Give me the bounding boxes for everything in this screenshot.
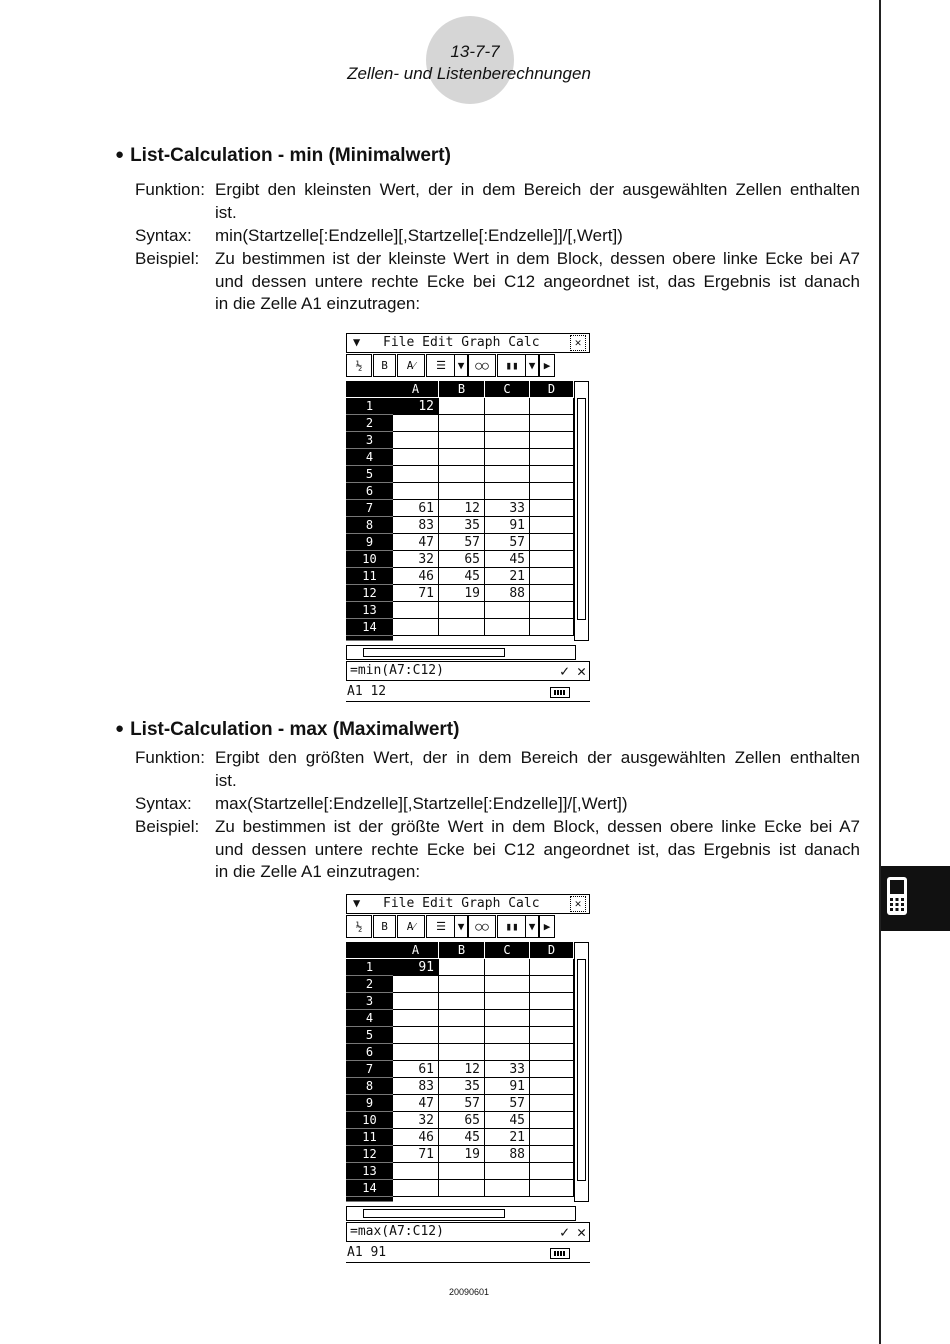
bold-button-icon[interactable]: B — [373, 354, 396, 377]
table-cell[interactable] — [439, 959, 485, 976]
scroll-thumb[interactable] — [577, 398, 586, 620]
column-header[interactable]: D — [530, 381, 573, 397]
graph-type-icon[interactable]: ▮▮ — [497, 354, 527, 377]
row-header[interactable]: 13 — [346, 602, 393, 619]
scroll-thumb[interactable] — [363, 648, 505, 657]
calculator-screen-max — [346, 894, 590, 1266]
formula-bar[interactable] — [346, 1222, 590, 1242]
chapter-tab — [881, 866, 950, 931]
column-header[interactable]: B — [439, 942, 484, 958]
text-style-icon[interactable]: A⁄ — [397, 354, 425, 377]
table-cell[interactable] — [530, 619, 574, 636]
table-cell[interactable] — [530, 1078, 574, 1095]
table-cell[interactable] — [530, 432, 574, 449]
table-cell[interactable] — [530, 398, 574, 415]
horizontal-scrollbar[interactable] — [346, 645, 576, 660]
battery-icon — [550, 687, 570, 698]
table-cell[interactable]: 88 — [485, 1146, 530, 1163]
table-cell[interactable] — [393, 1180, 439, 1197]
table-cell[interactable]: 33 — [485, 1061, 530, 1078]
table-cell[interactable] — [439, 993, 485, 1010]
horizontal-scrollbar[interactable] — [346, 1206, 576, 1221]
row-header[interactable]: 9 — [346, 1095, 393, 1112]
text-style-icon[interactable]: A⁄ — [397, 915, 425, 938]
dropdown-arrow-icon[interactable]: ▼ — [525, 915, 539, 938]
table-cell[interactable] — [393, 415, 439, 432]
row-header[interactable]: 13 — [346, 1163, 393, 1180]
table-cell[interactable] — [530, 466, 574, 483]
status-bar — [346, 1244, 590, 1263]
corner-header[interactable] — [346, 942, 393, 958]
table-cell[interactable] — [393, 483, 439, 500]
table-cell[interactable]: 57 — [439, 534, 485, 551]
table-cell[interactable] — [485, 993, 530, 1010]
menu-items[interactable]: File Edit Graph Calc — [383, 896, 540, 911]
table-cell[interactable] — [530, 568, 574, 585]
table-cell[interactable] — [530, 1146, 574, 1163]
formula-bar[interactable] — [346, 661, 590, 681]
page-edge-rule — [879, 0, 881, 1344]
table-cell[interactable] — [530, 585, 574, 602]
table-cell[interactable] — [530, 1180, 574, 1197]
bold-button-icon[interactable]: B — [373, 915, 396, 938]
formula-text[interactable]: =max(A7:C12) — [350, 1224, 444, 1239]
table-cell[interactable] — [439, 432, 485, 449]
table-cell[interactable] — [485, 959, 530, 976]
row-header-partial[interactable] — [346, 636, 393, 641]
example-text: Zu bestimmen ist der kleinste Wert in dem Block, dessen obere linke Ecke bei A7 und dessen untere rechte Ecke bei C12 angeordnet ist, das Ergebnis ist danach in die Zelle A1 einzutragen: — [215, 249, 860, 314]
table-cell[interactable] — [393, 1027, 439, 1044]
table-cell[interactable] — [439, 1044, 485, 1061]
row-header[interactable]: 14 — [346, 1180, 393, 1197]
toolbar-next-icon[interactable]: ▶ — [539, 915, 555, 938]
table-cell[interactable]: 57 — [485, 1095, 530, 1112]
table-cell[interactable] — [485, 619, 530, 636]
table-cell[interactable] — [485, 1010, 530, 1027]
table-cell[interactable] — [393, 1163, 439, 1180]
syntax-text: max(Startzelle[:Endzelle][,Startzelle[:Endzelle]]/[,Wert]) — [215, 794, 628, 813]
status-text: A1 91 — [347, 1245, 387, 1260]
table-cell[interactable] — [439, 1010, 485, 1027]
function-text: Ergibt den kleinsten Wert, der in dem Bereich der ausgewählten Zellen enthalten ist. — [215, 180, 860, 222]
row-header[interactable]: 7 — [346, 1061, 393, 1078]
table-cell[interactable] — [485, 1027, 530, 1044]
cancel-icon[interactable]: ✕ — [576, 662, 586, 680]
table-cell[interactable] — [439, 602, 485, 619]
table-cell[interactable]: 47 — [393, 1095, 439, 1112]
table-cell[interactable]: 45 — [439, 1129, 485, 1146]
column-header[interactable]: A — [393, 942, 438, 958]
vertical-scrollbar[interactable] — [574, 381, 589, 641]
table-cell[interactable] — [393, 432, 439, 449]
battery-icon — [550, 1248, 570, 1259]
row-header[interactable]: 2 — [346, 415, 393, 432]
menu-arrow-icon[interactable]: ▼ — [353, 335, 361, 349]
graph-type-icon[interactable]: ▮▮ — [497, 915, 527, 938]
row-header[interactable]: 14 — [346, 619, 393, 636]
table-cell[interactable]: 12 — [439, 1061, 485, 1078]
table-cell[interactable] — [439, 398, 485, 415]
table-cell[interactable] — [530, 1061, 574, 1078]
calculator-screen-min — [346, 333, 590, 705]
row-header[interactable]: 6 — [346, 483, 393, 500]
table-cell[interactable]: 91 — [485, 517, 530, 534]
toolbar — [346, 354, 590, 377]
table-cell[interactable] — [393, 1044, 439, 1061]
table-cell[interactable]: 33 — [485, 500, 530, 517]
table-cell[interactable]: 47 — [393, 534, 439, 551]
dropdown-arrow-icon[interactable]: ▼ — [525, 354, 539, 377]
align-icon[interactable]: ☰ — [426, 354, 456, 377]
table-cell[interactable] — [439, 1180, 485, 1197]
table-cell[interactable] — [530, 1129, 574, 1146]
checkmark-icon[interactable]: ✓ — [559, 1223, 569, 1241]
table-cell[interactable] — [439, 483, 485, 500]
page-number: 13-7-7 — [450, 42, 500, 61]
row-header[interactable]: 11 — [346, 568, 393, 585]
table-cell[interactable]: 61 — [393, 500, 439, 517]
syntax-label: Syntax: — [135, 794, 192, 813]
view-icon[interactable]: ◯◯ — [468, 915, 496, 938]
table-cell[interactable] — [485, 602, 530, 619]
fraction-toggle-icon[interactable]: ½ — [346, 915, 372, 938]
table-cell[interactable]: 91 — [485, 1078, 530, 1095]
table-cell[interactable] — [485, 1163, 530, 1180]
table-cell[interactable] — [530, 1163, 574, 1180]
table-cell[interactable] — [393, 976, 439, 993]
row-header[interactable]: 4 — [346, 1010, 393, 1027]
fraction-toggle-icon[interactable]: ½ — [346, 354, 372, 377]
row-header[interactable]: 5 — [346, 1027, 393, 1044]
row-header[interactable]: 11 — [346, 1129, 393, 1146]
column-header[interactable]: C — [485, 942, 529, 958]
table-cell[interactable]: 19 — [439, 585, 485, 602]
table-cell[interactable] — [393, 466, 439, 483]
checkmark-icon[interactable]: ✓ — [559, 662, 569, 680]
table-cell[interactable] — [439, 619, 485, 636]
table-cell[interactable] — [439, 1027, 485, 1044]
row-header[interactable]: 9 — [346, 534, 393, 551]
menu-bar — [346, 894, 590, 914]
close-icon[interactable]: ✕ — [570, 896, 586, 912]
close-icon[interactable]: ✕ — [570, 335, 586, 351]
example-label: Beispiel: — [135, 817, 200, 836]
row-header[interactable]: 7 — [346, 500, 393, 517]
row-header[interactable]: 10 — [346, 551, 393, 568]
table-cell[interactable] — [530, 602, 574, 619]
row-header[interactable]: 8 — [346, 1078, 393, 1095]
table-cell[interactable]: 65 — [439, 551, 485, 568]
view-icon[interactable]: ◯◯ — [468, 354, 496, 377]
function-label: Funktion: — [135, 748, 205, 767]
table-cell[interactable] — [530, 534, 574, 551]
table-cell[interactable] — [530, 483, 574, 500]
formula-text[interactable]: =min(A7:C12) — [350, 663, 444, 678]
footer-code: 20090601 — [448, 1287, 490, 1297]
table-cell[interactable]: 45 — [485, 1112, 530, 1129]
row-header[interactable]: 10 — [346, 1112, 393, 1129]
column-header[interactable]: A — [393, 381, 438, 397]
column-header[interactable]: C — [485, 381, 529, 397]
row-header[interactable]: 3 — [346, 993, 393, 1010]
status-bar — [346, 683, 590, 702]
row-header[interactable]: 8 — [346, 517, 393, 534]
toolbar-next-icon[interactable]: ▶ — [539, 354, 555, 377]
table-cell[interactable] — [485, 466, 530, 483]
table-cell[interactable] — [485, 398, 530, 415]
syntax-label: Syntax: — [135, 226, 192, 245]
table-cell[interactable] — [393, 602, 439, 619]
dropdown-arrow-icon[interactable]: ▼ — [454, 354, 468, 377]
table-cell[interactable] — [393, 619, 439, 636]
table-cell[interactable]: 83 — [393, 1078, 439, 1095]
table-cell[interactable] — [485, 1044, 530, 1061]
table-cell[interactable]: 35 — [439, 517, 485, 534]
table-cell[interactable] — [393, 993, 439, 1010]
function-text: Ergibt den größten Wert, der in dem Bereich der ausgewählten Zellen enthalten ist. — [215, 748, 860, 790]
table-cell[interactable] — [530, 449, 574, 466]
table-cell[interactable] — [530, 1095, 574, 1112]
table-cell[interactable] — [485, 1180, 530, 1197]
vertical-scrollbar[interactable] — [574, 942, 589, 1202]
table-cell[interactable] — [393, 449, 439, 466]
table-cell[interactable] — [393, 1010, 439, 1027]
syntax-text: min(Startzelle[:Endzelle][,Startzelle[:Endzelle]]/[,Wert]) — [215, 226, 623, 245]
table-cell[interactable] — [530, 517, 574, 534]
table-cell[interactable] — [530, 993, 574, 1010]
status-text: A1 12 — [347, 684, 387, 699]
toolbar — [346, 915, 590, 938]
column-header[interactable]: D — [530, 942, 573, 958]
chapter-title: Zellen- und Listenberechnungen — [347, 64, 591, 83]
table-cell[interactable] — [485, 483, 530, 500]
example-label: Beispiel: — [135, 249, 200, 268]
row-header[interactable]: 4 — [346, 449, 393, 466]
section-heading-min: ● List-Calculation - min (Minimalwert) — [115, 145, 451, 166]
table-cell[interactable] — [485, 415, 530, 432]
table-cell[interactable] — [530, 1112, 574, 1129]
table-cell[interactable]: 21 — [485, 568, 530, 585]
table-cell[interactable] — [439, 415, 485, 432]
table-cell[interactable]: 91 — [393, 959, 439, 976]
table-cell[interactable] — [439, 466, 485, 483]
table-cell[interactable] — [485, 449, 530, 466]
row-header[interactable]: 6 — [346, 1044, 393, 1061]
scroll-thumb[interactable] — [363, 1209, 505, 1218]
table-cell[interactable]: 57 — [439, 1095, 485, 1112]
table-cell[interactable]: 45 — [439, 568, 485, 585]
row-header[interactable]: 5 — [346, 466, 393, 483]
column-header[interactable]: B — [439, 381, 484, 397]
table-cell[interactable]: 71 — [393, 585, 439, 602]
table-cell[interactable]: 46 — [393, 1129, 439, 1146]
table-cell[interactable] — [530, 1027, 574, 1044]
table-cell[interactable]: 21 — [485, 1129, 530, 1146]
section-heading-max: ● List-Calculation - max (Maximalwert) — [115, 719, 460, 740]
table-cell[interactable]: 12 — [439, 500, 485, 517]
row-header-partial[interactable] — [346, 1197, 393, 1202]
menu-items[interactable]: File Edit Graph Calc — [383, 335, 540, 350]
calculator-icon — [886, 876, 908, 916]
cancel-icon[interactable]: ✕ — [576, 1223, 586, 1241]
table-cell[interactable] — [485, 432, 530, 449]
table-cell[interactable]: 57 — [485, 534, 530, 551]
table-cell[interactable] — [530, 959, 574, 976]
row-header[interactable]: 12 — [346, 1146, 393, 1163]
menu-bar — [346, 333, 590, 353]
scroll-thumb[interactable] — [577, 959, 586, 1181]
table-cell[interactable] — [530, 1010, 574, 1027]
table-cell[interactable]: 83 — [393, 517, 439, 534]
example-text: Zu bestimmen ist der größte Wert in dem Block, dessen obere linke Ecke bei A7 und dessen untere rechte Ecke bei C12 angeordnet ist, das Ergebnis ist danach in die Zelle A1 einzutragen: — [215, 817, 860, 882]
align-icon[interactable]: ☰ — [426, 915, 456, 938]
function-label: Funktion: — [135, 180, 205, 199]
table-cell[interactable]: 61 — [393, 1061, 439, 1078]
row-header[interactable]: 1 — [346, 398, 393, 415]
table-cell[interactable]: 65 — [439, 1112, 485, 1129]
table-cell[interactable] — [530, 551, 574, 568]
table-cell[interactable] — [530, 415, 574, 432]
table-cell[interactable] — [439, 976, 485, 993]
table-cell[interactable]: 35 — [439, 1078, 485, 1095]
menu-arrow-icon[interactable]: ▼ — [353, 896, 361, 910]
row-header[interactable]: 3 — [346, 432, 393, 449]
table-cell[interactable]: 32 — [393, 551, 439, 568]
corner-header[interactable] — [346, 381, 393, 397]
table-cell[interactable]: 19 — [439, 1146, 485, 1163]
table-cell[interactable]: 45 — [485, 551, 530, 568]
row-header[interactable]: 2 — [346, 976, 393, 993]
table-cell[interactable] — [530, 1044, 574, 1061]
table-cell[interactable] — [530, 976, 574, 993]
row-header[interactable]: 1 — [346, 959, 393, 976]
table-cell[interactable]: 71 — [393, 1146, 439, 1163]
table-cell[interactable]: 46 — [393, 568, 439, 585]
table-cell[interactable]: 88 — [485, 585, 530, 602]
table-cell[interactable] — [439, 449, 485, 466]
table-cell[interactable] — [485, 976, 530, 993]
table-cell[interactable]: 12 — [393, 398, 439, 415]
dropdown-arrow-icon[interactable]: ▼ — [454, 915, 468, 938]
row-header[interactable]: 12 — [346, 585, 393, 602]
table-cell[interactable] — [530, 500, 574, 517]
table-cell[interactable] — [439, 1163, 485, 1180]
table-cell[interactable]: 32 — [393, 1112, 439, 1129]
